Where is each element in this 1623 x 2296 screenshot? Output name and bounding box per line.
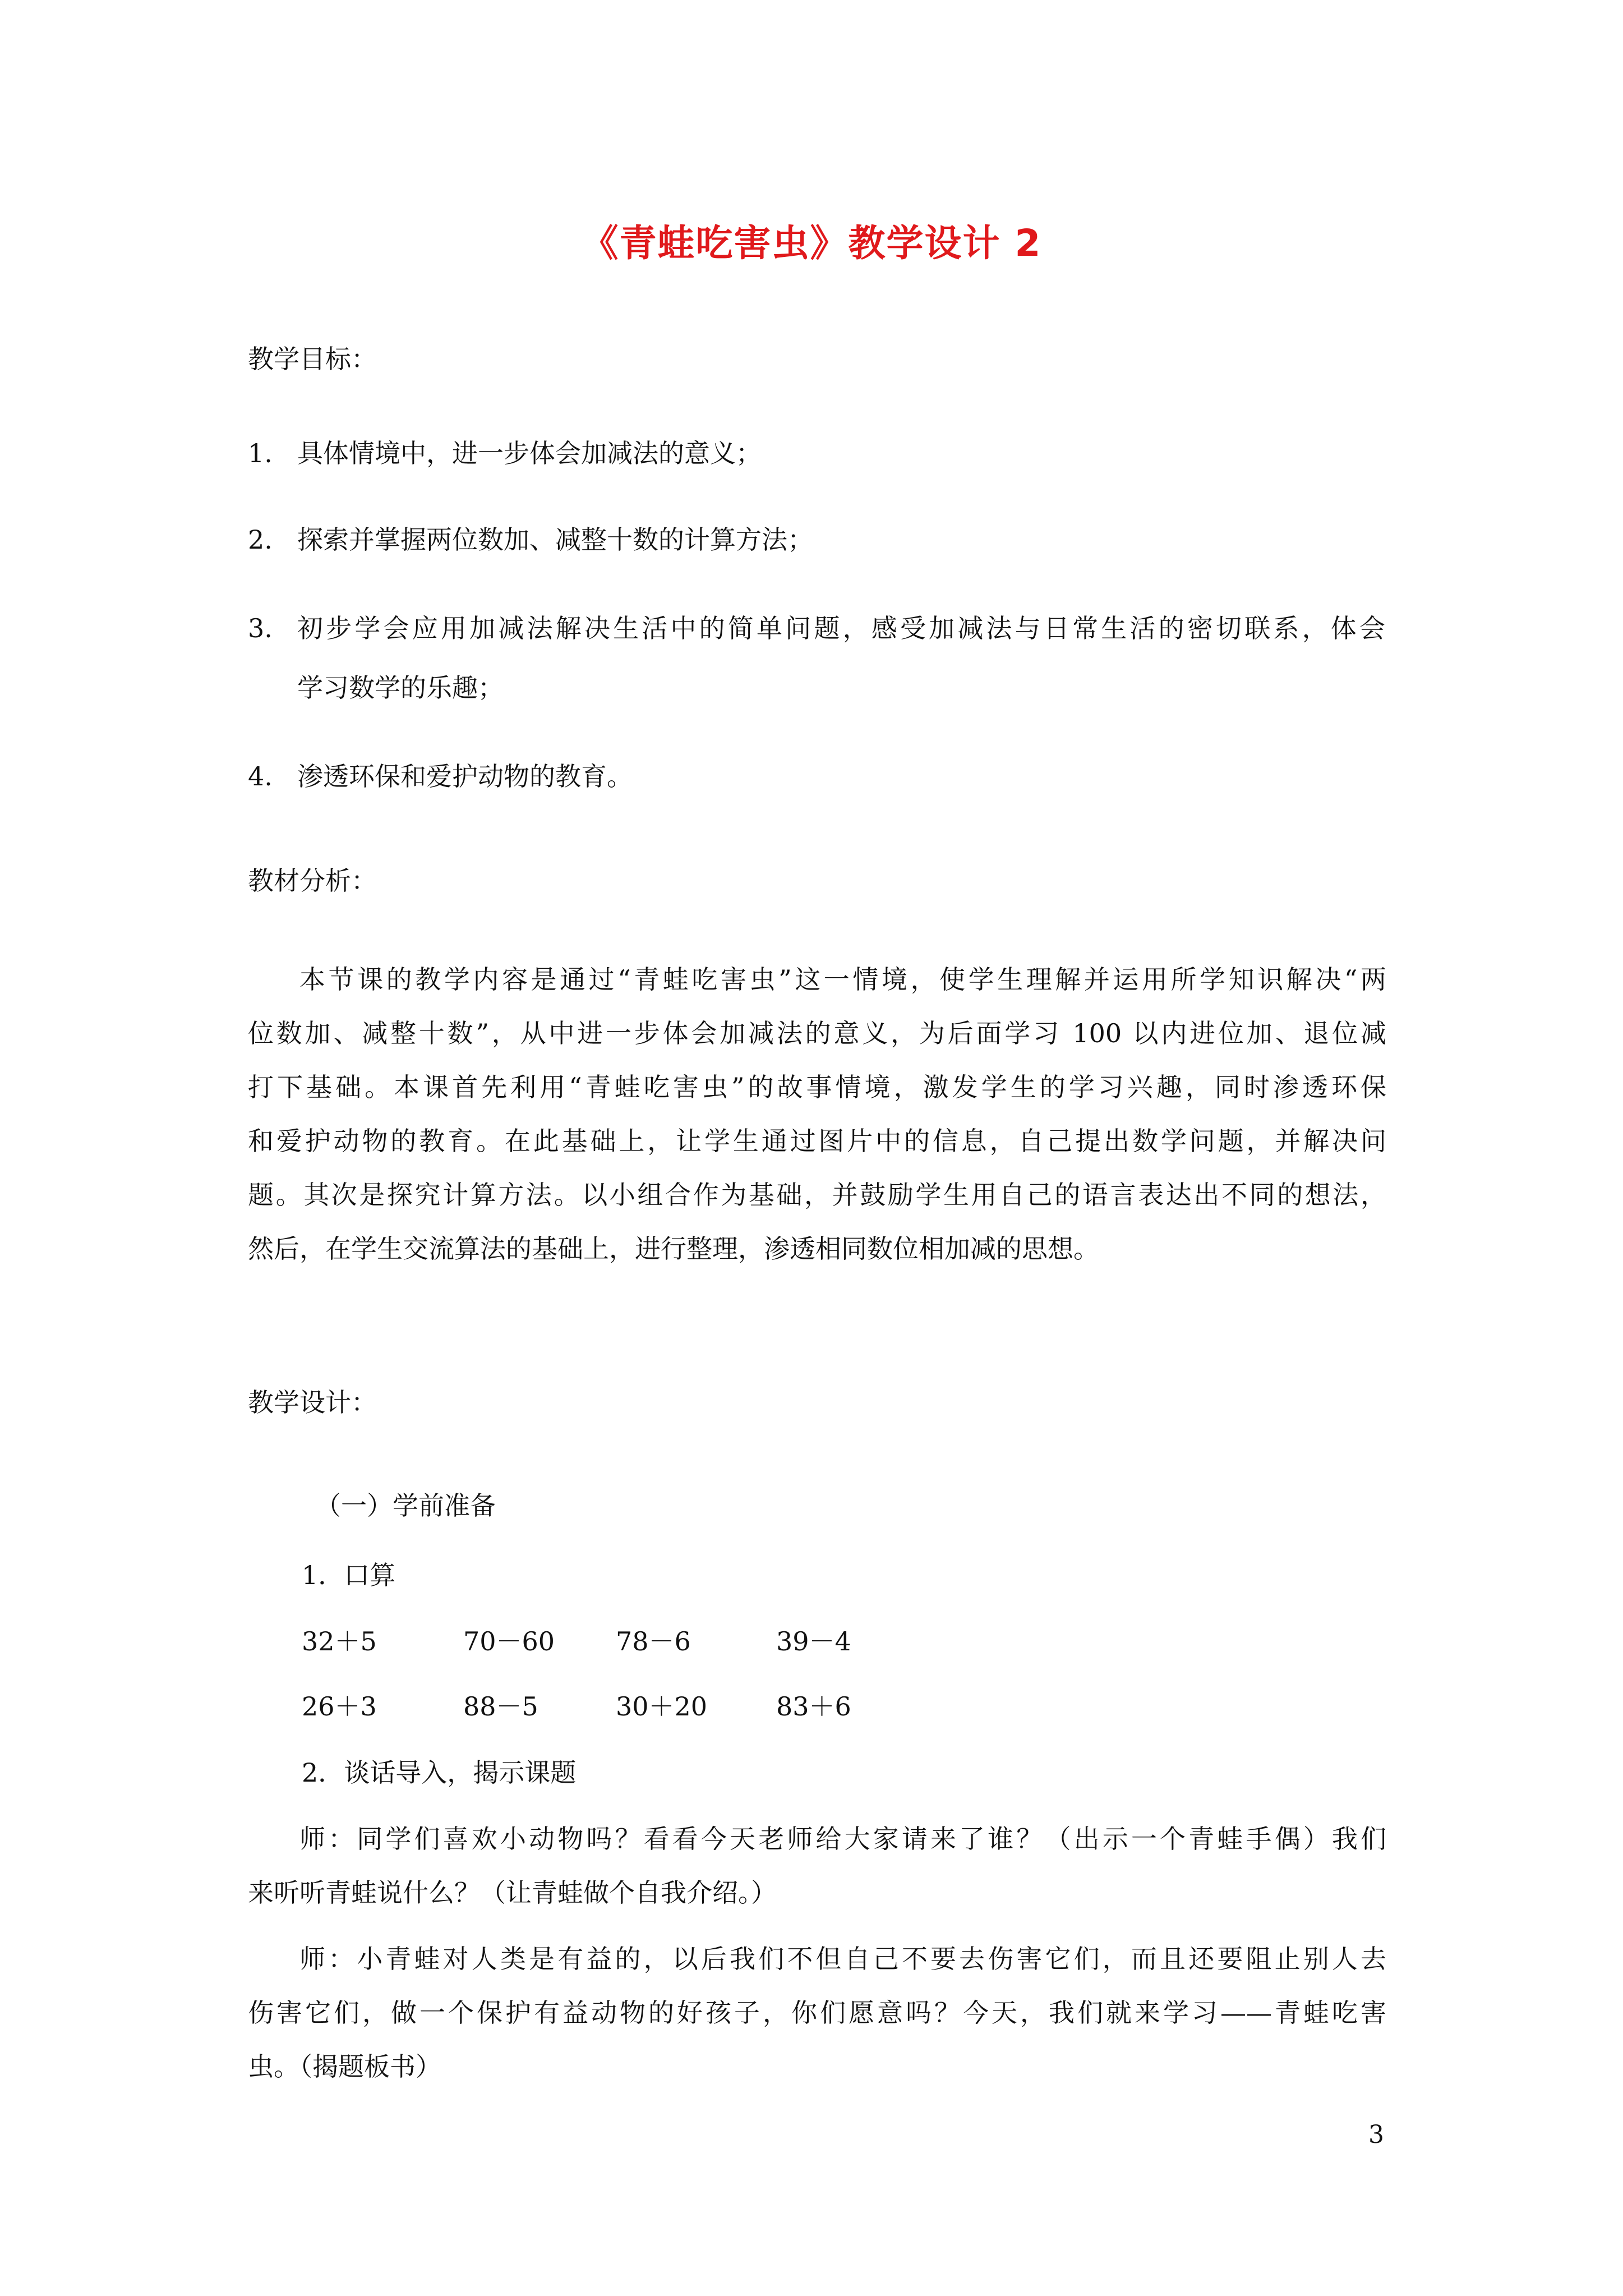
goal-number-2: 2.	[248, 524, 273, 555]
dialogue-line: 师：同学们喜欢小动物吗？看看今天老师给大家请来了谁？（出示一个青蛙手偶）我们	[299, 1824, 1386, 1854]
goal-item-4: 渗透环保和爱护动物的教育。	[297, 761, 633, 792]
analysis-line: 本节课的教学内容是通过“青蛙吃害虫”这一情境，使学生理解并运用所学知识解决“两	[299, 964, 1386, 995]
analysis-line: 然后，在学生交流算法的基础上，进行整理，渗透相同数位相加减的思想。	[248, 1234, 1099, 1264]
goal-item-3-line-1: 初步学会应用加减法解决生活中的简单问题，感受加减法与日常生活的密切联系，体会	[297, 613, 1385, 643]
calc-problem: 88－5	[463, 1691, 538, 1722]
dialogue-paragraph-2	[248, 1932, 1386, 2093]
dialogue-line: 伤害它们，做一个保护有益动物的好孩子，你们愿意吗？今天，我们就来学习——青蛙吃害	[248, 1998, 1386, 2028]
goal-item-2: 探索并掌握两位数加、减整十数的计算方法；	[297, 524, 813, 555]
goals-heading: 教学目标：	[248, 344, 377, 374]
calc-problem: 39－4	[776, 1626, 851, 1657]
goal-number-1: 1.	[248, 438, 273, 468]
section-learning-prep: （一）学前准备	[315, 1490, 496, 1521]
dialogue-line: 师：小青蛙对人类是有益的，以后我们不但自己不要去伤害它们，而且还要阻止别人去	[299, 1944, 1386, 1974]
dialogue-paragraph-1	[248, 1812, 1386, 1920]
calc-problem: 30＋20	[616, 1691, 708, 1722]
goal-number-3: 3.	[248, 613, 273, 643]
analysis-heading: 教材分析：	[248, 866, 377, 896]
page-number: 3	[1368, 2120, 1384, 2149]
analysis-line: 打下基础。本课首先利用“青蛙吃害虫”的故事情境，激发学生的学习兴趣，同时渗透环保	[248, 1072, 1386, 1102]
step-mental-arithmetic: 1．口算	[302, 1560, 396, 1590]
analysis-paragraph	[248, 953, 1386, 1276]
calc-problem: 78－6	[616, 1626, 691, 1657]
analysis-line: 题。其次是探究计算方法。以小组合作为基础，并鼓励学生用自己的语言表达出不同的想法，	[248, 1180, 1386, 1210]
design-heading: 教学设计：	[248, 1387, 377, 1418]
calc-problem: 32＋5	[302, 1626, 377, 1657]
dialogue-line: 来听听青蛙说什么？（让青蛙做个自我介绍。）	[248, 1878, 777, 1908]
analysis-line: 和爱护动物的教育。在此基础上，让学生通过图片中的信息，自己提出数学问题，并解决问	[248, 1126, 1386, 1156]
calc-problem: 83＋6	[776, 1691, 851, 1722]
dialogue-line: 虫。（揭题板书）	[248, 2051, 441, 2082]
calc-problem: 26＋3	[302, 1691, 377, 1722]
document-title: 《青蛙吃害虫》教学设计 2	[581, 222, 1042, 265]
step-dialogue-intro: 2．谈话导入，揭示课题	[302, 1757, 577, 1788]
goal-item-1: 具体情境中，进一步体会加减法的意义；	[297, 438, 762, 468]
goal-item-3-line-2: 学习数学的乐趣；	[297, 673, 504, 703]
goal-number-4: 4.	[248, 761, 273, 792]
analysis-line: 位数加、减整十数”，从中进一步体会加减法的意义，为后面学习 100 以内进位加、退位减	[248, 1018, 1386, 1048]
calc-problem: 70－60	[463, 1626, 555, 1657]
